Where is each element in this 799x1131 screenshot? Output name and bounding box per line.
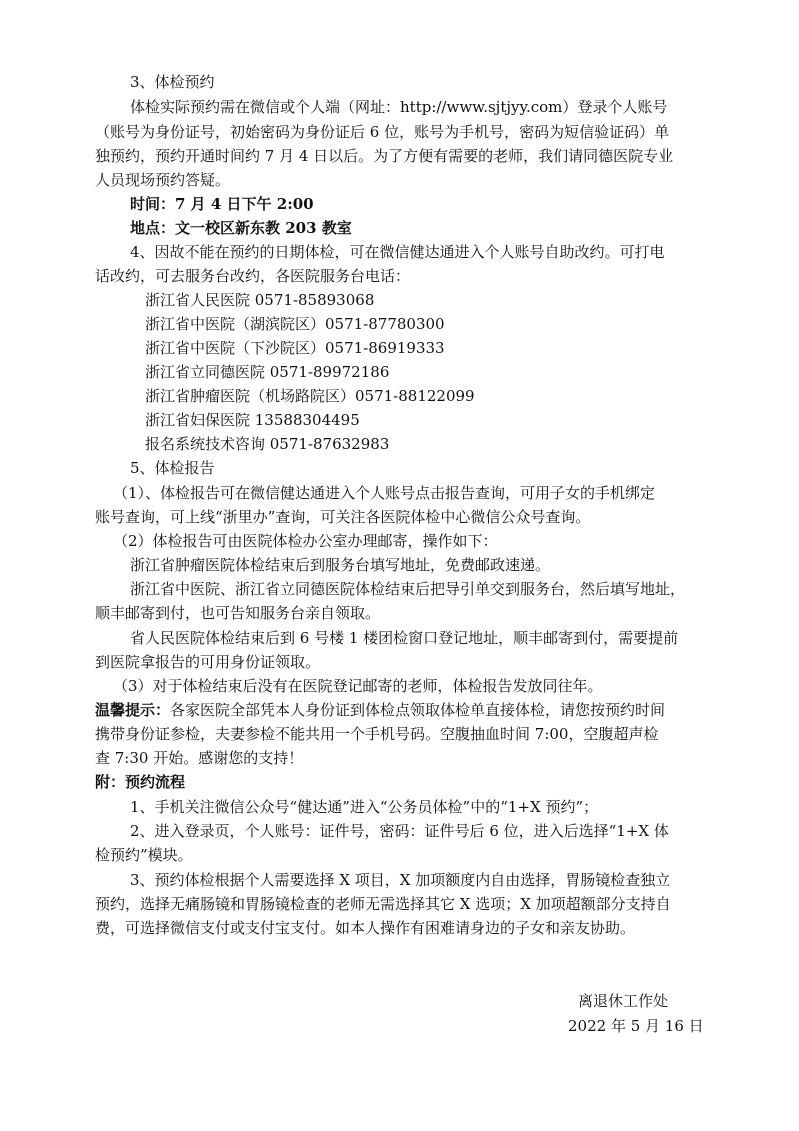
paragraph-line: 携带身份证参检，夫妻参检不能共用一个手机号码。空腹抽血时间 7:00，空腹超声检 [95, 725, 659, 743]
paragraph-line: （1）、体检报告可在微信健达通进入个人账号点击报告查询，可用子女的手机绑定 [113, 484, 656, 502]
section3-heading: 3、体检预约 [130, 73, 215, 91]
hospital-phone: 浙江省中医院（湖滨院区）0571-87780300 [145, 315, 445, 333]
signature-office: 离退休工作处 [578, 992, 669, 1010]
tips-line [95, 699, 665, 721]
hospital-phone: 浙江省妇保医院 13588304495 [145, 411, 360, 429]
signature-date: 2022 年 5 月 16 日 [568, 1017, 704, 1035]
paragraph-line: （账号为身份证号，初始密码为身份证后 6 位，账号为手机号，密码为短信验证码）单 [95, 123, 670, 141]
paragraph-line: 查 7:30 开始。感谢您的支持！ [95, 749, 304, 767]
paragraph-line: 到医院拿报告的可用身份证领取。 [95, 653, 321, 671]
paragraph-line: 浙江省肿瘤医院体检结束后到服务台填写地址，免费邮政速递。 [130, 556, 551, 574]
hospital-phone: 浙江省肿瘤医院（机场路院区）0571-88122099 [145, 387, 475, 405]
paragraph-line: 话改约，可去服务台改约，各医院服务台电话： [95, 267, 411, 285]
paragraph-line: 体检实际预约需在微信或个人端（网址：http://www.sjtjyy.com）登录个人账号 [130, 98, 668, 116]
paragraph-line: 顺丰邮寄到付，也可告知服务台亲自领取。 [95, 604, 381, 622]
section5-heading: 5、体检报告 [130, 459, 215, 477]
paragraph-line: 独预约，预约开通时间约 7 月 4 日以后。为了方便有需要的老师，我们请同德医院专业 [95, 147, 674, 165]
hospital-phone: 浙江省立同德医院 0571-89972186 [145, 363, 390, 381]
hospital-phone: 浙江省人民医院 0571-85893068 [145, 291, 375, 309]
paragraph-line: （3）对于体检结束后没有在医院登记邮寄的老师，体检报告发放同往年。 [113, 677, 603, 695]
step-line: 3、预约体检根据个人需要选择 X 项目，X 加项额度内自由选择，胃肠镜检查独立 [130, 871, 671, 889]
step-line: 检预约”模块。 [95, 846, 193, 864]
paragraph-line: 人员现场预约答疑。 [95, 171, 231, 189]
step-line: 费，可选择微信支付或支付宝支付。如本人操作有困难请身边的子女和亲友协助。 [95, 919, 636, 937]
paragraph-line: 浙江省中医院、浙江省立同德医院体检结束后把导引单交到服务台，然后填写地址， [130, 580, 686, 598]
tips-label: 温馨提示： [95, 701, 171, 719]
hospital-phone: 浙江省中医院（下沙院区）0571-86919333 [145, 339, 445, 357]
step-line: 预约，选择无痛肠镜和胃肠镜检查的老师无需选择其它 X 选项；X 加项超额部分支持自 [95, 895, 671, 913]
appointment-place: 地点：文一校区新东教 203 教室 [130, 219, 352, 237]
tips-text: 各家医院全部凭本人身份证到体检点领取体检单直接体检，请您按预约时间 [170, 701, 666, 719]
paragraph-line: 4、因故不能在预约的日期体检，可在微信健达通进入个人账号自助改约。可打电 [130, 243, 665, 261]
paragraph-line: 省人民医院体检结束后到 6 号楼 1 楼团检窗口登记地址，顺丰邮寄到付，需要提前 [130, 629, 679, 647]
paragraph-line: （2）体检报告可由医院体检办公室办理邮寄，操作如下： [113, 532, 498, 550]
tech-support-phone: 报名系统技术咨询 0571-87632983 [145, 435, 390, 453]
appointment-time: 时间：7 月 4 日下午 2:00 [130, 195, 314, 213]
step-line: 2、进入登录页，个人账号：证件号，密码：证件号后 6 位，进入后选择“1+X 体 [130, 822, 669, 840]
appendix-heading: 附：预约流程 [95, 773, 186, 791]
paragraph-line: 账号查询，可上线“浙里办”查询，可关注各医院体检中心微信公众号查询。 [95, 508, 591, 526]
step-line: 1、手机关注微信公众号“健达通”进入“公务员体检”中的“1+X 预约”； [130, 798, 599, 816]
